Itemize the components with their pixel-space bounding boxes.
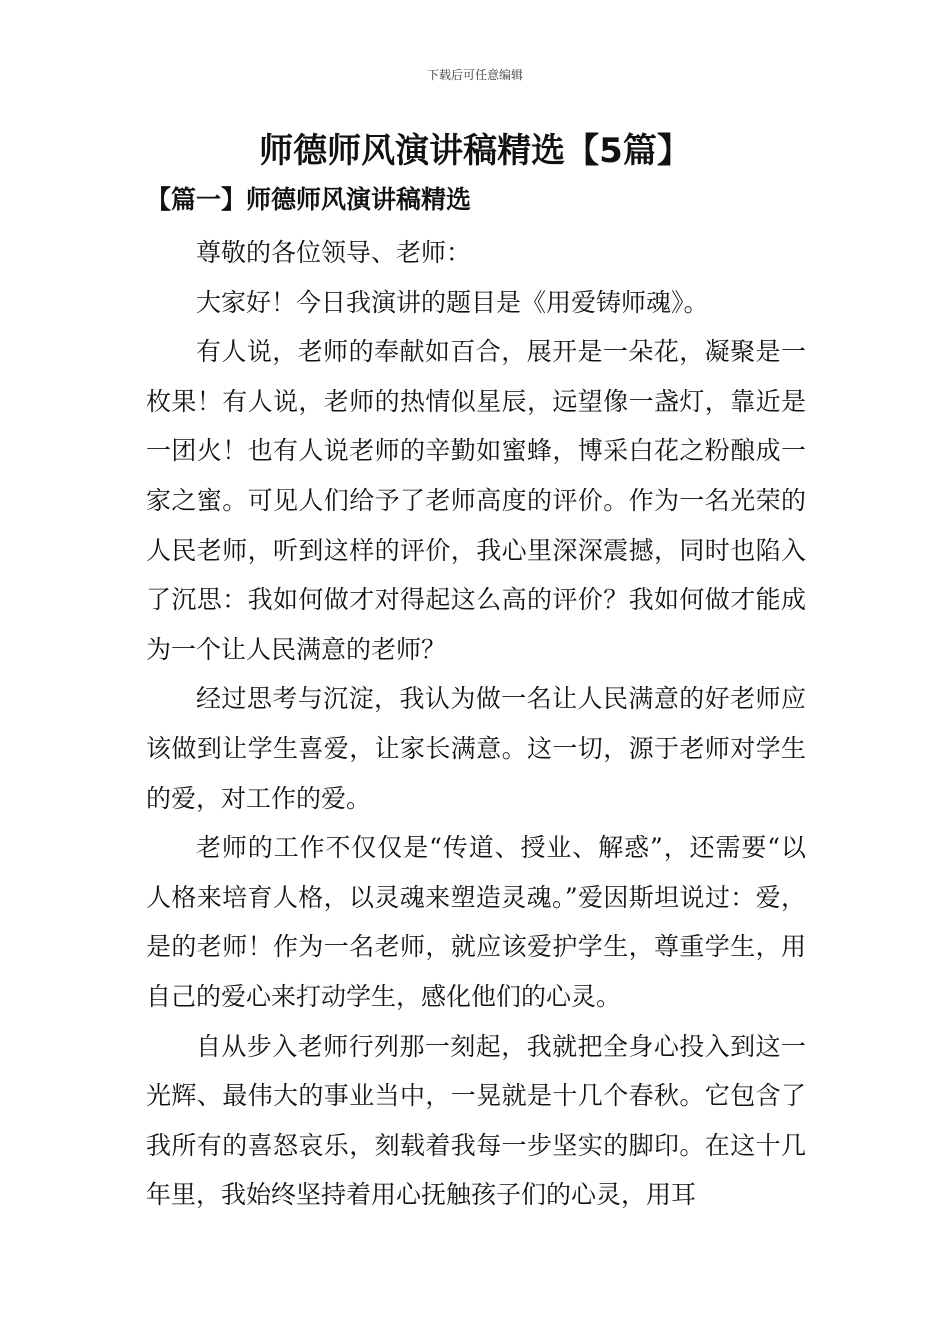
paragraph-greeting: 大家好！今日我演讲的题目是《用爱铸师魂》。 <box>196 287 709 317</box>
body-text <box>146 228 806 1220</box>
document-title: 师德师风演讲稿精选【5篇】 <box>259 131 691 171</box>
header-note: 下载后可任意编辑 <box>426 68 523 82</box>
paragraph-salutation: 尊敬的各位领导、老师： <box>196 238 472 267</box>
section-heading: 【篇一】师德师风演讲稿精选 <box>146 185 472 214</box>
paragraph: 自从步入老师行列那一刻起，我就把全身心投入到这一光辉、最伟大的事业当中，一晃就是十几个春秋。它包含了我所有的喜怒哀乐，刻载着我每一步坚实的脚印。在这十几年里，我始终坚持着用心抚触孩子们的心灵，用耳 <box>146 1031 806 1210</box>
paragraph: 经过思考与沉淀，我认为做一名让人民满意的好老师应该做到让学生喜爱，让家长满意。这一切，源于老师对学生的爱，对工作的爱。 <box>146 684 806 813</box>
paragraph: 有人说，老师的奉献如百合，展开是一朵花，凝聚是一枚果！有人说，老师的热情似星辰，远望像一盏灯，靠近是一团火！也有人说老师的辛勤如蜜蜂，博采白花之粉酿成一家之蜜。可见人们给予了老师高度的评价。作为一名光荣的人民老师，听到这样的评价，我心里深深震撼，同时也陷入了沉思：我如何做才对得起这么高的评价？我如何做才能成为一个让人民满意的老师？ <box>146 337 806 664</box>
paragraph: 老师的工作不仅仅是“传道、授业、解惑”，还需要“以人格来培育人格，以灵魂来塑造灵魂。”爱因斯坦说过：爱，是的老师！作为一名老师，就应该爱护学生，尊重学生，用自己的爱心来打动学生，感化他们的心灵。 <box>146 833 806 1011</box>
